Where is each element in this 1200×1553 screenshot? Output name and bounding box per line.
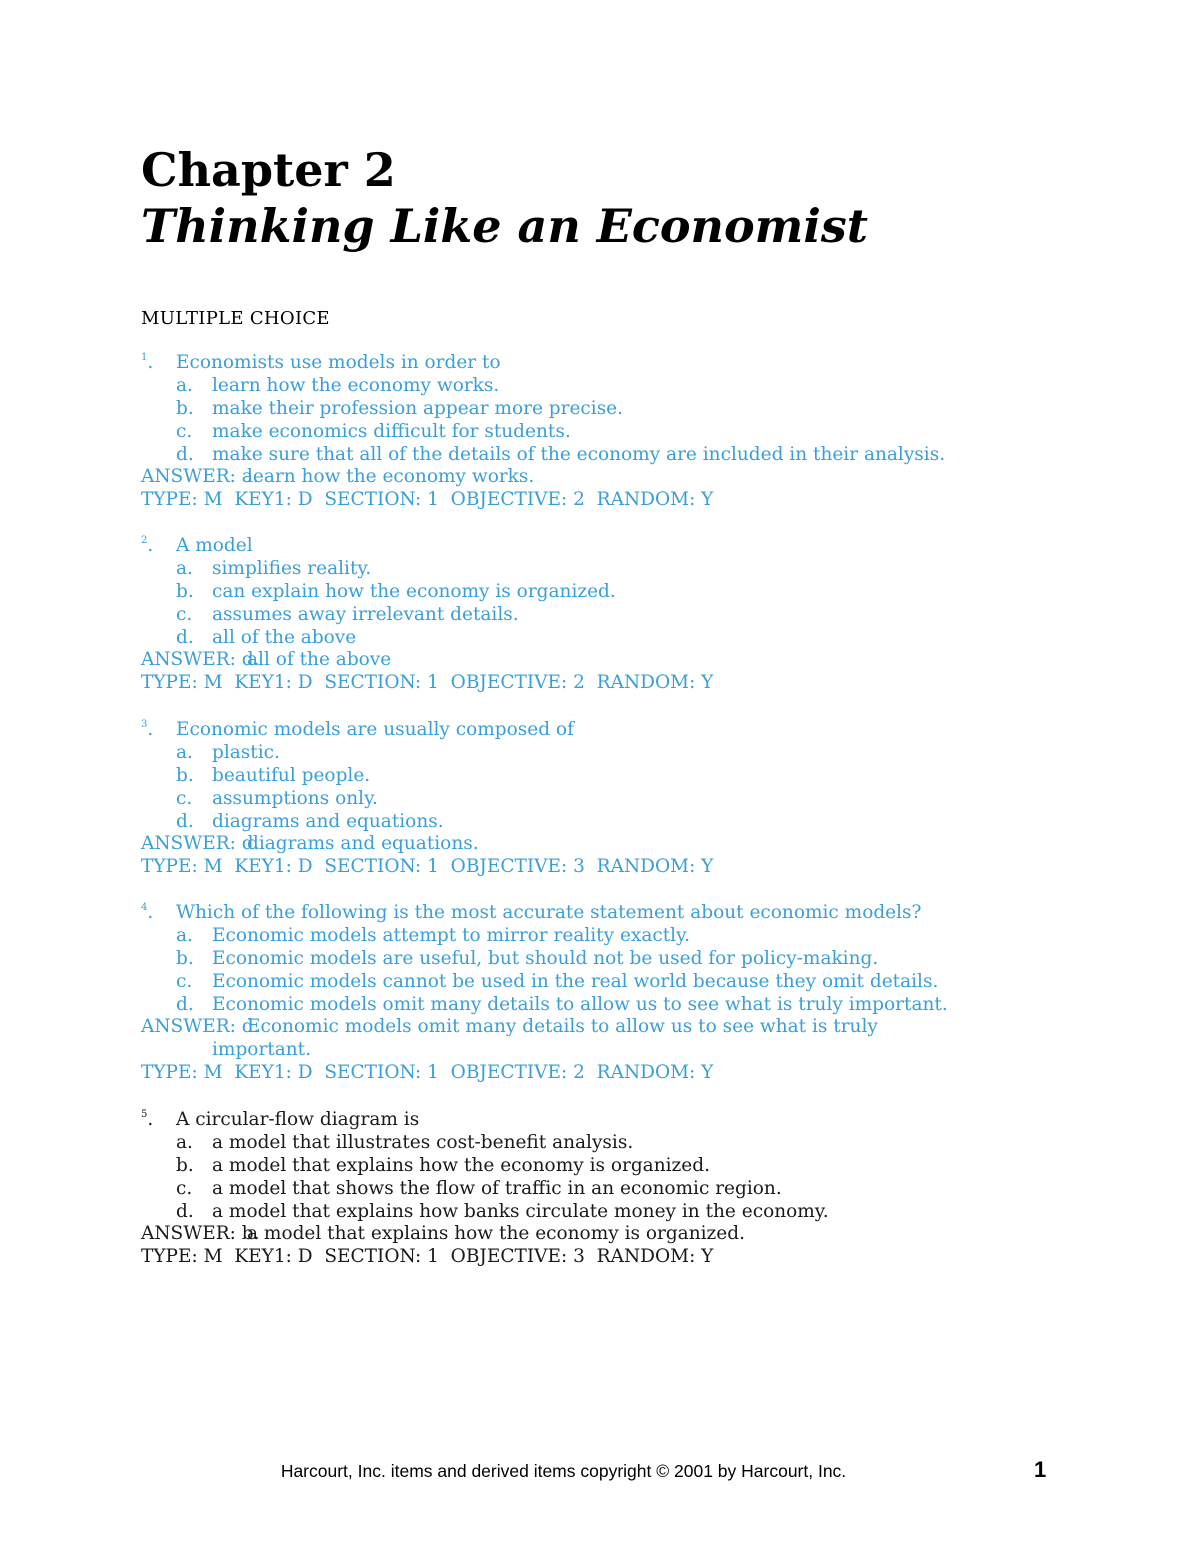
option-d: d. diagrams and equations. <box>176 810 444 832</box>
question-3 <box>141 719 1041 879</box>
option-c: c. Economic models cannot be used in the real world because they omit details. <box>176 970 939 992</box>
question-4 <box>141 902 1041 1085</box>
option-d: d. Economic models omit many details to allow us to see what is truly important. <box>176 993 948 1015</box>
question-stem: $^4$. Which of the following is the most accurate statement about economic models? <box>141 902 922 923</box>
answer-line-continued: important. <box>212 1039 311 1061</box>
answer-line: ANSWER: d.all of the above <box>141 649 392 671</box>
chapter-number: Chapter 2 <box>141 143 396 197</box>
question-number: $^4$. <box>141 902 154 923</box>
question-stem: $^2$. A model <box>141 535 253 556</box>
option-d: d. make sure that all of the details of the economy are included in their analysis. <box>176 443 946 465</box>
question-meta: TYPE: M KEY1: D SECTION: 1 OBJECTIVE: 3 RANDOM: Y <box>141 1246 714 1268</box>
chapter-title: Thinking Like an Economist <box>141 199 868 253</box>
section-heading: MULTIPLE CHOICE <box>141 308 330 329</box>
option-d: d. a model that explains how banks circulate money in the economy. <box>176 1200 829 1222</box>
question-number: $^3$. <box>141 719 154 740</box>
option-a: a. plastic. <box>176 741 280 763</box>
answer-line: ANSWER: d.diagrams and equations. <box>141 833 479 855</box>
option-b: b. beautiful people. <box>176 764 371 786</box>
option-b: b. make their profession appear more precise. <box>176 397 624 419</box>
option-a: a. learn how the economy works. <box>176 374 500 396</box>
question-number: $^5$. <box>141 1109 154 1130</box>
option-b: b. a model that explains how the economy is organized. <box>176 1154 710 1176</box>
option-c: c. a model that shows the flow of traffic in an economic region. <box>176 1177 782 1199</box>
option-a: a. simplifies reality. <box>176 557 372 579</box>
page-number: 1 <box>1034 1457 1047 1482</box>
answer-line: ANSWER: b.a model that explains how the economy is organized. <box>141 1223 745 1245</box>
question-5 <box>141 1109 1041 1269</box>
option-a: a. Economic models attempt to mirror reality exactly. <box>176 924 690 946</box>
answer-line: ANSWER: d.Economic models omit many details to allow us to see what is truly <box>141 1016 878 1038</box>
option-b: b. can explain how the economy is organized. <box>176 580 616 602</box>
answer-line: ANSWER: a.learn how the economy works. <box>141 466 535 488</box>
option-c: c. assumptions only. <box>176 787 378 809</box>
question-meta: TYPE: M KEY1: D SECTION: 1 OBJECTIVE: 3 RANDOM: Y <box>141 856 714 878</box>
question-number: $^1$. <box>141 352 154 373</box>
question-meta: TYPE: M KEY1: D SECTION: 1 OBJECTIVE: 2 RANDOM: Y <box>141 489 714 511</box>
footer-copyright: Harcourt, Inc. items and derived items copyright © 2001 by Harcourt, Inc. <box>280 1461 847 1481</box>
question-stem: $^3$. Economic models are usually composed of <box>141 719 574 740</box>
question-number: $^2$. <box>141 535 154 556</box>
option-c: c. assumes away irrelevant details. <box>176 603 519 625</box>
question-meta: TYPE: M KEY1: D SECTION: 1 OBJECTIVE: 2 RANDOM: Y <box>141 1062 714 1084</box>
question-meta: TYPE: M KEY1: D SECTION: 1 OBJECTIVE: 2 RANDOM: Y <box>141 672 714 694</box>
option-b: b. Economic models are useful, but should not be used for policy-making. <box>176 947 879 969</box>
option-d: d. all of the above <box>176 626 357 648</box>
question-stem: $^5$. A circular-flow diagram is <box>141 1109 420 1130</box>
option-c: c. make economics difficult for students. <box>176 420 571 442</box>
question-stem: $^1$. Economists use models in order to <box>141 352 501 373</box>
question-2 <box>141 535 1041 695</box>
option-a: a. a model that illustrates cost-benefit analysis. <box>176 1131 634 1153</box>
question-1 <box>141 352 1041 512</box>
